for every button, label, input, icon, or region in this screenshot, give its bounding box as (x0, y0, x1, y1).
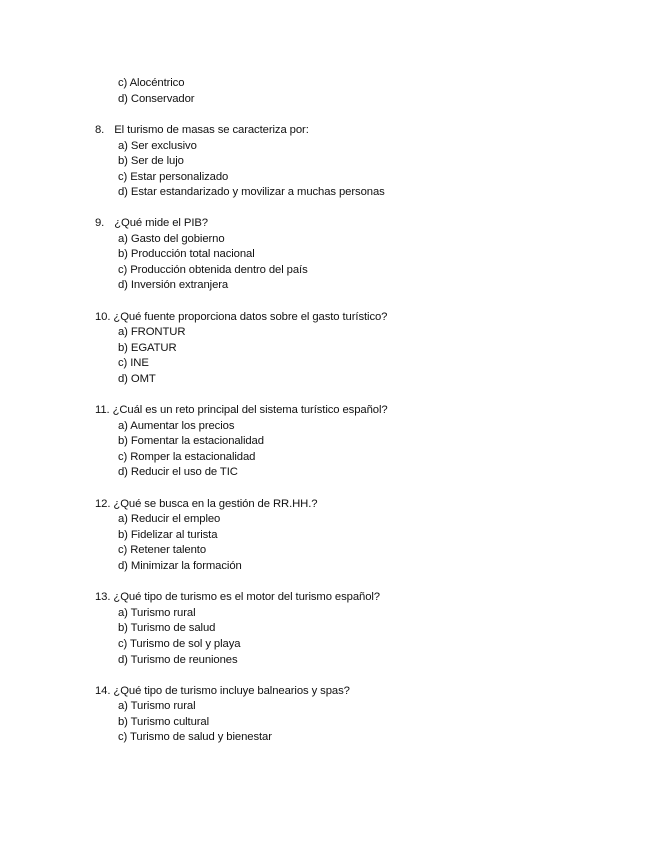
question-number: 9. (95, 217, 105, 229)
option-10c: c) INE (118, 357, 149, 369)
option-13c: c) Turismo de sol y playa (118, 638, 241, 650)
option-7c: c) Alocéntrico (118, 77, 185, 89)
question-14 (95, 685, 350, 698)
option-9d: d) Inversión extranjera (118, 279, 229, 291)
option-11b: b) Fomentar la estacionalidad (118, 435, 264, 447)
option-9b: b) Producción total nacional (118, 248, 255, 260)
question-number: 13. (95, 591, 111, 603)
option-10b: b) EGATUR (118, 342, 177, 354)
option-8d: d) Estar estandarizado y movilizar a muchas personas (118, 186, 385, 198)
option-13d: d) Turismo de reuniones (118, 654, 238, 666)
option-14a: a) Turismo rural (118, 700, 196, 712)
question-11 (95, 404, 388, 417)
option-12c: c) Retener talento (118, 544, 206, 556)
option-10d: d) OMT (118, 373, 156, 385)
option-9a: a) Gasto del gobierno (118, 233, 225, 245)
option-11a: a) Aumentar los precios (118, 420, 235, 432)
question-number: 12. (95, 498, 111, 510)
option-8c: c) Estar personalizado (118, 171, 229, 183)
question-text: ¿Cuál es un reto principal del sistema turístico español? (112, 404, 388, 416)
question-number: 14. (95, 685, 111, 697)
question-text: ¿Qué tipo de turismo incluye balnearios y spas? (113, 685, 350, 697)
question-12 (95, 498, 317, 511)
question-text: ¿Qué fuente proporciona datos sobre el gasto turístico? (113, 311, 388, 323)
question-number: 10. (95, 311, 111, 323)
question-number: 11. (95, 404, 110, 416)
option-11d: d) Reducir el uso de TIC (118, 466, 238, 478)
option-13a: a) Turismo rural (118, 607, 196, 619)
question-text: ¿Qué se busca en la gestión de RR.HH.? (113, 498, 318, 510)
option-9c: c) Producción obtenida dentro del país (118, 264, 308, 276)
question-8 (95, 124, 309, 137)
question-text: ¿Qué mide el PIB? (114, 217, 208, 229)
question-text: El turismo de masas se caracteriza por: (114, 124, 309, 136)
question-number: 8. (95, 124, 105, 136)
option-12d: d) Minimizar la formación (118, 560, 242, 572)
question-text: ¿Qué tipo de turismo es el motor del turismo español? (113, 591, 380, 603)
option-12a: a) Reducir el empleo (118, 513, 221, 525)
question-10 (95, 311, 387, 324)
question-9 (95, 217, 208, 230)
question-13 (95, 591, 380, 604)
option-14c: c) Turismo de salud y bienestar (118, 731, 272, 743)
option-12b: b) Fidelizar al turista (118, 529, 218, 541)
option-7d: d) Conservador (118, 93, 195, 105)
option-8a: a) Ser exclusivo (118, 140, 197, 152)
option-11c: c) Romper la estacionalidad (118, 451, 256, 463)
option-10a: a) FRONTUR (118, 326, 186, 338)
option-8b: b) Ser de lujo (118, 155, 184, 167)
option-14b: b) Turismo cultural (118, 716, 210, 728)
option-13b: b) Turismo de salud (118, 622, 216, 634)
